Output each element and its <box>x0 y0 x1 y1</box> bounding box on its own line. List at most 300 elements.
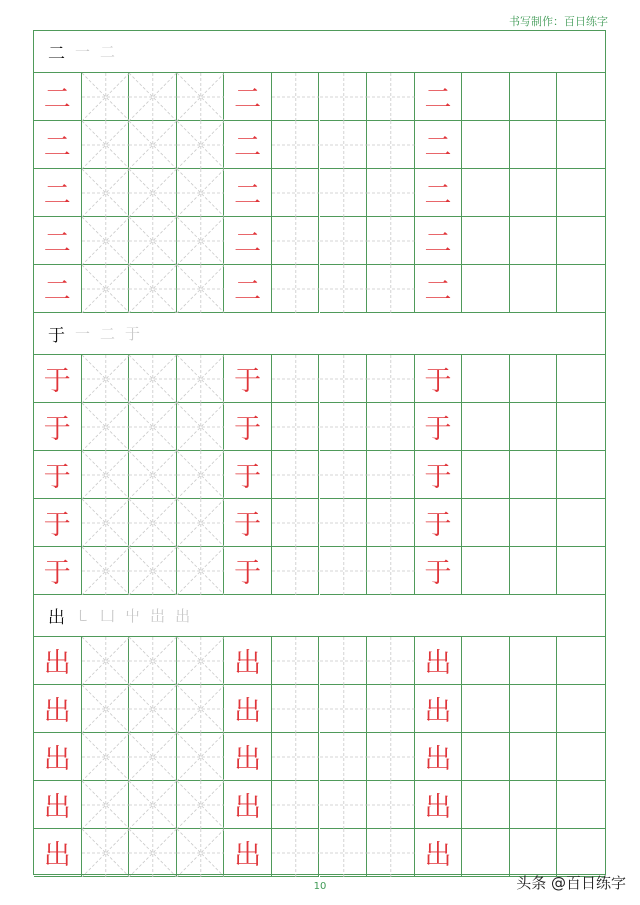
mi-grid-guide <box>82 265 130 313</box>
mi-grid-guide <box>129 547 177 595</box>
model-character: 出 <box>43 840 71 871</box>
model-character: 出 <box>424 792 452 823</box>
practice-cell-guided <box>82 403 130 451</box>
mi-grid-guide <box>129 121 177 169</box>
tian-grid-guide <box>367 169 415 217</box>
tian-grid-guide <box>320 781 368 829</box>
practice-cell-guided <box>367 169 415 217</box>
model-character-cell <box>224 403 272 451</box>
model-character: 于 <box>234 414 262 445</box>
practice-sheet <box>33 30 606 875</box>
mi-grid-guide <box>129 637 177 685</box>
model-character-cell <box>415 499 463 547</box>
practice-cell-blank <box>557 547 605 595</box>
mi-grid-guide <box>129 403 177 451</box>
model-character: 二 <box>234 276 262 307</box>
tian-grid-guide <box>272 355 320 403</box>
model-character-cell <box>415 451 463 499</box>
practice-cell-guided <box>129 217 177 265</box>
model-character-cell <box>224 121 272 169</box>
stroke-step: 凵 <box>100 607 116 625</box>
stroke-step: 出 <box>175 607 191 625</box>
practice-cell-blank <box>510 121 558 169</box>
practice-cell-guided <box>82 355 130 403</box>
tian-grid-guide <box>320 73 368 121</box>
practice-cell-blank <box>462 781 510 829</box>
model-character-cell <box>34 733 82 781</box>
practice-cell-guided <box>272 547 320 595</box>
mi-grid-guide <box>177 169 225 217</box>
model-character: 二 <box>234 228 262 259</box>
practice-cell-guided <box>82 499 130 547</box>
practice-cell-guided <box>367 451 415 499</box>
practice-cell-guided <box>367 781 415 829</box>
practice-cell-blank <box>462 169 510 217</box>
tian-grid-guide <box>320 121 368 169</box>
model-character: 于 <box>424 558 452 589</box>
tian-grid-guide <box>367 355 415 403</box>
practice-cell-guided <box>129 499 177 547</box>
heading-character: 出 <box>48 608 65 628</box>
practice-cell-guided <box>129 73 177 121</box>
mi-grid-guide <box>177 451 225 499</box>
tian-grid-guide <box>367 637 415 685</box>
practice-cell-blank <box>510 499 558 547</box>
mi-grid-guide <box>82 547 130 595</box>
practice-cell-guided <box>367 829 415 877</box>
tian-grid-guide <box>272 403 320 451</box>
practice-cell-blank <box>462 217 510 265</box>
model-character: 出 <box>234 744 262 775</box>
practice-cell-blank <box>462 73 510 121</box>
tian-grid-guide <box>320 733 368 781</box>
tian-grid-guide <box>367 73 415 121</box>
model-character: 于 <box>43 366 71 397</box>
practice-cell-blank <box>462 637 510 685</box>
model-character-cell <box>34 781 82 829</box>
model-character-cell <box>34 499 82 547</box>
practice-cell-blank <box>557 637 605 685</box>
model-character: 于 <box>43 414 71 445</box>
model-character-cell <box>224 829 272 877</box>
model-character-cell <box>34 451 82 499</box>
mi-grid-guide <box>177 73 225 121</box>
practice-cell-guided <box>177 499 225 547</box>
practice-cell-guided <box>320 547 368 595</box>
practice-cell-guided <box>129 829 177 877</box>
practice-cell-blank <box>510 781 558 829</box>
mi-grid-guide <box>129 217 177 265</box>
practice-cell-guided <box>320 781 368 829</box>
practice-cell-blank <box>510 355 558 403</box>
model-character-cell <box>415 829 463 877</box>
practice-cell-guided <box>129 355 177 403</box>
practice-cell-blank <box>557 217 605 265</box>
model-character: 于 <box>424 510 452 541</box>
model-character: 出 <box>234 648 262 679</box>
model-character: 出 <box>424 696 452 727</box>
stroke-step: 二 <box>100 325 116 343</box>
mi-grid-guide <box>177 403 225 451</box>
mi-grid-guide <box>82 451 130 499</box>
model-character: 于 <box>424 414 452 445</box>
practice-cell-guided <box>272 781 320 829</box>
mi-grid-guide <box>177 121 225 169</box>
practice-cell-blank <box>510 169 558 217</box>
model-character: 二 <box>424 84 452 115</box>
model-character-cell <box>224 73 272 121</box>
model-character: 二 <box>424 180 452 211</box>
practice-cell-blank <box>510 733 558 781</box>
practice-cell-guided <box>320 355 368 403</box>
mi-grid-guide <box>129 829 177 877</box>
practice-cell-guided <box>367 403 415 451</box>
model-character: 二 <box>234 180 262 211</box>
model-character-cell <box>415 685 463 733</box>
tian-grid-guide <box>367 451 415 499</box>
model-character-cell <box>224 733 272 781</box>
mi-grid-guide <box>82 733 130 781</box>
model-character-cell <box>415 121 463 169</box>
model-character-cell <box>34 169 82 217</box>
tian-grid-guide <box>320 547 368 595</box>
tian-grid-guide <box>272 733 320 781</box>
mi-grid-guide <box>129 781 177 829</box>
model-character: 于 <box>234 558 262 589</box>
practice-cell-guided <box>82 637 130 685</box>
stroke-step: 屮 <box>125 607 141 625</box>
practice-cell-guided <box>177 637 225 685</box>
tian-grid-guide <box>272 73 320 121</box>
tian-grid-guide <box>367 403 415 451</box>
practice-cell-blank <box>510 547 558 595</box>
practice-cell-blank <box>462 121 510 169</box>
practice-cell-blank <box>557 73 605 121</box>
practice-cell-guided <box>129 733 177 781</box>
model-character: 出 <box>43 792 71 823</box>
tian-grid-guide <box>320 355 368 403</box>
mi-grid-guide <box>82 685 130 733</box>
practice-cell-blank <box>462 829 510 877</box>
practice-cell-guided <box>129 685 177 733</box>
practice-cell-blank <box>462 403 510 451</box>
model-character-cell <box>224 451 272 499</box>
model-character-cell <box>224 781 272 829</box>
stroke-step: 岀 <box>150 607 166 625</box>
model-character: 出 <box>234 792 262 823</box>
practice-cell-guided <box>320 829 368 877</box>
page-number: 10 <box>313 881 327 892</box>
practice-cell-guided <box>272 685 320 733</box>
practice-cell-guided <box>82 733 130 781</box>
model-character: 二 <box>43 132 71 163</box>
practice-cell-blank <box>462 451 510 499</box>
model-character: 于 <box>424 462 452 493</box>
tian-grid-guide <box>272 499 320 547</box>
model-character: 二 <box>424 276 452 307</box>
model-character: 于 <box>234 462 262 493</box>
model-character-cell <box>415 637 463 685</box>
mi-grid-guide <box>177 217 225 265</box>
model-character-cell <box>415 781 463 829</box>
mi-grid-guide <box>82 121 130 169</box>
model-character: 于 <box>43 510 71 541</box>
tian-grid-guide <box>272 265 320 313</box>
practice-cell-guided <box>82 547 130 595</box>
practice-cell-blank <box>462 499 510 547</box>
practice-cell-guided <box>272 829 320 877</box>
practice-cell-blank <box>510 217 558 265</box>
practice-cell-guided <box>82 217 130 265</box>
model-character: 二 <box>43 276 71 307</box>
practice-cell-guided <box>320 121 368 169</box>
practice-cell-guided <box>272 499 320 547</box>
mi-grid-guide <box>82 217 130 265</box>
practice-cell-blank <box>510 637 558 685</box>
practice-cell-guided <box>129 451 177 499</box>
practice-cell-guided <box>177 265 225 313</box>
model-character-cell <box>224 265 272 313</box>
model-character-cell <box>415 403 463 451</box>
mi-grid-guide <box>129 265 177 313</box>
practice-cell-guided <box>177 217 225 265</box>
practice-cell-blank <box>557 169 605 217</box>
tian-grid-guide <box>367 733 415 781</box>
practice-cell-guided <box>82 685 130 733</box>
model-character-cell <box>34 355 82 403</box>
practice-cell-guided <box>129 403 177 451</box>
model-character: 出 <box>234 840 262 871</box>
tian-grid-guide <box>320 451 368 499</box>
practice-cell-guided <box>272 73 320 121</box>
tian-grid-guide <box>320 403 368 451</box>
practice-cell-guided <box>320 451 368 499</box>
practice-cell-guided <box>320 169 368 217</box>
model-character-cell <box>224 637 272 685</box>
stroke-order-row <box>34 313 605 355</box>
tian-grid-guide <box>367 499 415 547</box>
mi-grid-guide <box>177 637 225 685</box>
model-character-cell <box>34 73 82 121</box>
tian-grid-guide <box>272 781 320 829</box>
model-character: 出 <box>424 744 452 775</box>
practice-cell-blank <box>510 73 558 121</box>
model-character-cell <box>224 217 272 265</box>
model-character: 二 <box>424 228 452 259</box>
model-character-cell <box>415 73 463 121</box>
mi-grid-guide <box>82 499 130 547</box>
mi-grid-guide <box>82 403 130 451</box>
model-character: 出 <box>43 648 71 679</box>
tian-grid-guide <box>272 121 320 169</box>
practice-cell-guided <box>129 265 177 313</box>
tian-grid-guide <box>272 637 320 685</box>
tian-grid-guide <box>367 265 415 313</box>
practice-cell-guided <box>82 121 130 169</box>
mi-grid-guide <box>82 829 130 877</box>
model-character: 二 <box>43 84 71 115</box>
practice-cell-guided <box>367 121 415 169</box>
practice-cell-blank <box>557 355 605 403</box>
practice-cell-blank <box>557 733 605 781</box>
practice-cell-guided <box>82 265 130 313</box>
watermark: 头条 @百日练字 <box>516 874 626 892</box>
practice-cell-guided <box>177 781 225 829</box>
practice-cell-blank <box>510 265 558 313</box>
practice-cell-blank <box>557 781 605 829</box>
tian-grid-guide <box>367 685 415 733</box>
practice-cell-blank <box>462 685 510 733</box>
practice-cell-guided <box>320 637 368 685</box>
tian-grid-guide <box>320 829 368 877</box>
mi-grid-guide <box>82 169 130 217</box>
tian-grid-guide <box>367 121 415 169</box>
practice-grid <box>34 355 605 595</box>
mi-grid-guide <box>177 265 225 313</box>
stroke-step: ㇄ <box>75 607 91 625</box>
stroke-step: 二 <box>100 43 116 61</box>
model-character: 于 <box>234 510 262 541</box>
model-character: 二 <box>424 132 452 163</box>
model-character-cell <box>415 217 463 265</box>
model-character-cell <box>34 685 82 733</box>
model-character-cell <box>415 733 463 781</box>
model-character-cell <box>415 547 463 595</box>
model-character-cell <box>224 169 272 217</box>
practice-cell-guided <box>320 217 368 265</box>
stroke-step: 一 <box>75 325 91 343</box>
mi-grid-guide <box>129 73 177 121</box>
model-character-cell <box>415 265 463 313</box>
model-character-cell <box>34 265 82 313</box>
model-character-cell <box>224 547 272 595</box>
practice-cell-guided <box>272 217 320 265</box>
model-character-cell <box>224 685 272 733</box>
practice-cell-guided <box>82 781 130 829</box>
practice-cell-guided <box>272 637 320 685</box>
practice-cell-guided <box>367 355 415 403</box>
model-character: 出 <box>234 696 262 727</box>
tian-grid-guide <box>272 217 320 265</box>
practice-cell-guided <box>320 73 368 121</box>
model-character: 二 <box>43 180 71 211</box>
model-character-cell <box>34 217 82 265</box>
practice-cell-guided <box>320 685 368 733</box>
model-character: 出 <box>43 696 71 727</box>
tian-grid-guide <box>367 217 415 265</box>
model-character: 于 <box>43 462 71 493</box>
practice-cell-blank <box>557 121 605 169</box>
model-character-cell <box>224 499 272 547</box>
practice-cell-guided <box>177 829 225 877</box>
heading-character: 二 <box>48 44 65 64</box>
model-character: 于 <box>234 366 262 397</box>
practice-cell-blank <box>510 685 558 733</box>
practice-cell-guided <box>177 403 225 451</box>
practice-cell-blank <box>557 829 605 877</box>
model-character: 于 <box>424 366 452 397</box>
practice-cell-blank <box>557 265 605 313</box>
model-character: 二 <box>234 132 262 163</box>
practice-cell-guided <box>129 547 177 595</box>
practice-cell-blank <box>510 829 558 877</box>
model-character-cell <box>34 637 82 685</box>
tian-grid-guide <box>367 781 415 829</box>
stroke-order-row <box>34 595 605 637</box>
mi-grid-guide <box>177 733 225 781</box>
mi-grid-guide <box>82 73 130 121</box>
stroke-order-row <box>34 31 605 73</box>
practice-cell-blank <box>462 547 510 595</box>
practice-cell-guided <box>129 637 177 685</box>
practice-cell-guided <box>177 121 225 169</box>
practice-cell-guided <box>272 733 320 781</box>
mi-grid-guide <box>82 781 130 829</box>
practice-cell-blank <box>510 451 558 499</box>
heading-character: 于 <box>48 326 65 346</box>
tian-grid-guide <box>320 169 368 217</box>
mi-grid-guide <box>129 451 177 499</box>
tian-grid-guide <box>272 451 320 499</box>
mi-grid-guide <box>129 355 177 403</box>
model-character-cell <box>34 547 82 595</box>
practice-cell-guided <box>367 499 415 547</box>
mi-grid-guide <box>177 547 225 595</box>
practice-cell-guided <box>367 733 415 781</box>
practice-cell-guided <box>129 121 177 169</box>
tian-grid-guide <box>320 685 368 733</box>
practice-cell-guided <box>272 355 320 403</box>
mi-grid-guide <box>177 781 225 829</box>
practice-cell-guided <box>367 685 415 733</box>
mi-grid-guide <box>129 733 177 781</box>
mi-grid-guide <box>82 637 130 685</box>
practice-cell-guided <box>367 217 415 265</box>
mi-grid-guide <box>129 169 177 217</box>
mi-grid-guide <box>82 355 130 403</box>
mi-grid-guide <box>129 685 177 733</box>
model-character-cell <box>34 403 82 451</box>
tian-grid-guide <box>272 829 320 877</box>
model-character: 二 <box>234 84 262 115</box>
practice-cell-guided <box>177 73 225 121</box>
practice-cell-guided <box>82 73 130 121</box>
stroke-step: 一 <box>75 43 91 61</box>
mi-grid-guide <box>129 499 177 547</box>
practice-cell-guided <box>272 265 320 313</box>
practice-cell-guided <box>367 73 415 121</box>
practice-cell-guided <box>129 169 177 217</box>
mi-grid-guide <box>177 685 225 733</box>
practice-cell-guided <box>272 451 320 499</box>
header-credit: 书写制作：百日练字 <box>509 15 608 28</box>
practice-cell-guided <box>82 169 130 217</box>
model-character: 二 <box>43 228 71 259</box>
practice-grid <box>34 73 605 313</box>
practice-cell-guided <box>272 403 320 451</box>
practice-cell-guided <box>129 781 177 829</box>
practice-cell-guided <box>272 121 320 169</box>
mi-grid-guide <box>177 355 225 403</box>
practice-cell-blank <box>462 355 510 403</box>
practice-cell-guided <box>82 829 130 877</box>
tian-grid-guide <box>320 265 368 313</box>
model-character: 出 <box>43 744 71 775</box>
tian-grid-guide <box>272 547 320 595</box>
model-character-cell <box>34 121 82 169</box>
practice-cell-guided <box>367 547 415 595</box>
practice-cell-blank <box>557 403 605 451</box>
